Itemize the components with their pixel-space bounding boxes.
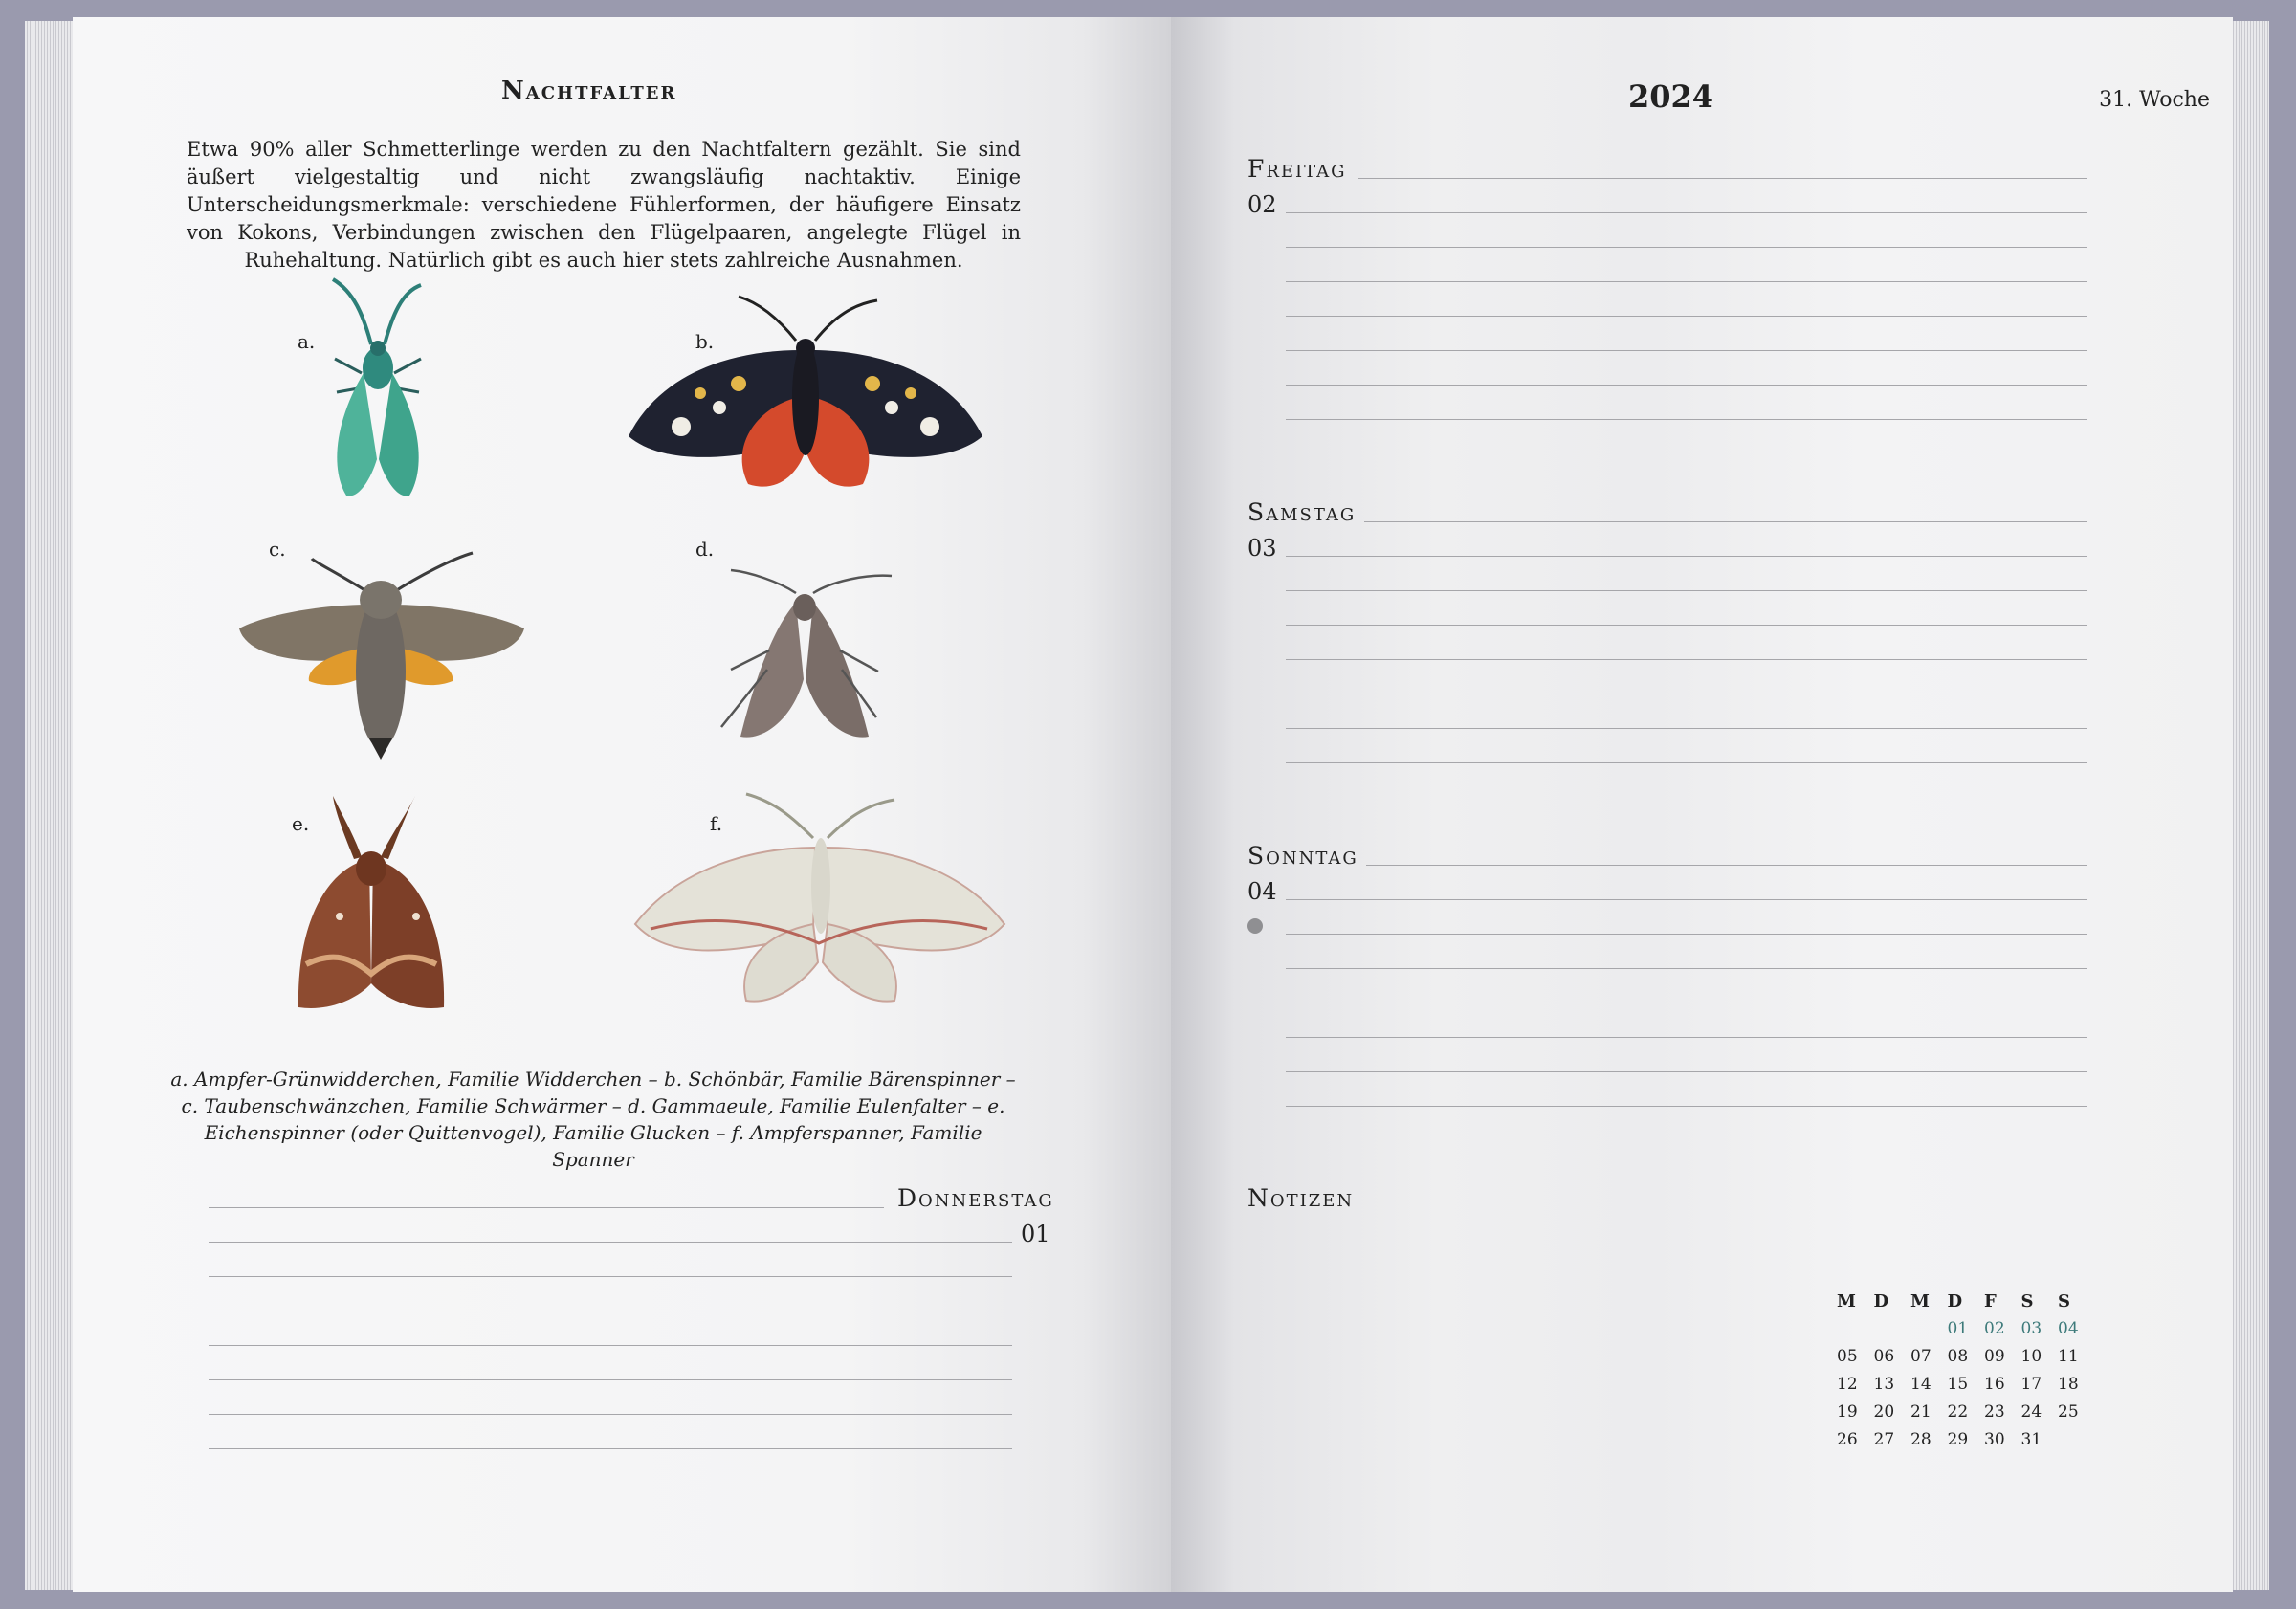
calendar-day: 07: [1910, 1347, 1932, 1366]
calendar-day-current-week: 04: [2058, 1319, 2079, 1338]
calendar-day-current-week: 02: [1984, 1319, 2005, 1338]
calendar-day: 14: [1910, 1375, 1932, 1394]
calendar-day: [1910, 1319, 1948, 1347]
calendar-day: 15: [1947, 1375, 1969, 1394]
figure-label-d: d.: [695, 538, 715, 561]
calendar-day-current-week: 01: [1947, 1319, 1969, 1338]
calendar-day: 30: [1984, 1430, 2005, 1449]
figure-label-a: a.: [298, 330, 316, 353]
calendar-day: 28: [1910, 1430, 1932, 1449]
calendar-week-row: [1837, 1319, 2095, 1347]
calendar-day: 19: [1837, 1402, 1858, 1422]
figure-label-c: c.: [269, 538, 286, 561]
figure-label-b: b.: [695, 330, 715, 353]
calendar-day: 23: [1984, 1402, 2005, 1422]
calendar-day: 24: [2020, 1402, 2042, 1422]
calendar-day: 08: [1947, 1347, 1969, 1366]
calendar-day: [1874, 1319, 1911, 1347]
blood-vein-moth-icon: [631, 790, 1006, 1012]
calendar-day: 26: [1837, 1430, 1858, 1449]
calendar-day: 17: [2020, 1375, 2042, 1394]
silver-y-moth-icon: [712, 564, 897, 746]
mini-calendar: [1837, 1291, 2095, 1458]
calendar-day: 13: [1873, 1375, 1895, 1394]
calendar-header: S: [2020, 1291, 2035, 1311]
day-number-thursday: 01: [1021, 1221, 1050, 1247]
calendar-day: 10: [2020, 1347, 2042, 1366]
calendar-day: [1837, 1319, 1874, 1347]
calendar-header: D: [1873, 1291, 1890, 1311]
calendar-header: M: [1910, 1291, 1931, 1311]
day-number-sunday: 04: [1247, 878, 1277, 905]
calendar-day: 18: [2058, 1375, 2079, 1394]
calendar-week-row: [1837, 1375, 2095, 1402]
calendar-week-row: [1837, 1347, 2095, 1375]
calendar-header: F: [1984, 1291, 1998, 1311]
calendar-week-row: [1837, 1402, 2095, 1430]
calendar-day: 06: [1873, 1347, 1895, 1366]
calendar-day: 09: [1984, 1347, 2005, 1366]
calendar-header: D: [1947, 1291, 1964, 1311]
calendar-day-current-week: 03: [2020, 1319, 2042, 1338]
calendar-header: S: [2058, 1291, 2071, 1311]
calendar-day: 27: [1873, 1430, 1895, 1449]
intro-text: Etwa 90% aller Schmetterlinge werden zu den Nachtfaltern gezählt. Sie sind äußert vielgestaltig und nicht zwangsläufig nachtaktiv. Einige Unterscheidungsmerkmale: verschiedene Fühlerformen, der häufigere Einsatz von Kokons, Verbindungen zwischen den Flügelpaaren, angelegte Flügel in Ruhehaltung. Natürlich gibt es auch hier stets zahlreiche Ausnahmen.: [187, 138, 1021, 272]
calendar-day: 05: [1837, 1347, 1858, 1366]
day-number-friday: 02: [1247, 191, 1277, 218]
calendar-day: 11: [2058, 1347, 2079, 1366]
day-number-saturday: 03: [1247, 535, 1277, 562]
calendar-day: 21: [1910, 1402, 1932, 1422]
oak-eggar-moth-icon: [287, 792, 455, 1014]
figure-label-f: f.: [710, 812, 723, 835]
calendar-day: 20: [1873, 1402, 1895, 1422]
figure-label-e: e.: [292, 812, 310, 835]
week-label: 31. Woche: [2099, 88, 2210, 112]
calendar-day: [2058, 1430, 2095, 1458]
hummingbird-hawk-moth-icon: [237, 547, 526, 763]
calendar-week-row: [1837, 1430, 2095, 1458]
calendar-day: 22: [1947, 1402, 1969, 1422]
calendar-day: 12: [1837, 1375, 1858, 1394]
calendar-day: 16: [1984, 1375, 2005, 1394]
figure-caption: a. Ampfer-Grünwidderchen, Familie Widderchen – b. Schönbär, Familie Bärenspinner – c. Taubenschwänzchen, Familie Schwärmer – d. Gammaeule, Familie Eulenfalter – e. Eichenspinner (oder Quittenvogel), Familie Glucken – f. Ampferspanner, Familie Spanner: [170, 1068, 1016, 1171]
moon-phase-icon: [1247, 918, 1263, 934]
calendar-day: 31: [2020, 1430, 2042, 1449]
day-name-friday: Freitag: [1247, 155, 1347, 183]
calendar-header: M: [1837, 1291, 1857, 1311]
year-heading: 2024: [1628, 78, 1714, 115]
notes-label: Notizen: [1247, 1184, 1355, 1212]
green-forester-moth-icon: [316, 277, 440, 507]
scarlet-tiger-moth-icon: [624, 293, 987, 498]
calendar-day: 25: [2058, 1402, 2079, 1422]
page-title: Nachtfalter: [501, 77, 677, 105]
day-name-saturday: Samstag: [1247, 498, 1357, 526]
calendar-day: 29: [1947, 1430, 1969, 1449]
day-name-sunday: Sonntag: [1247, 842, 1358, 870]
day-name-thursday: Donnerstag: [897, 1184, 1054, 1212]
calendar-header-row: [1837, 1291, 2095, 1319]
